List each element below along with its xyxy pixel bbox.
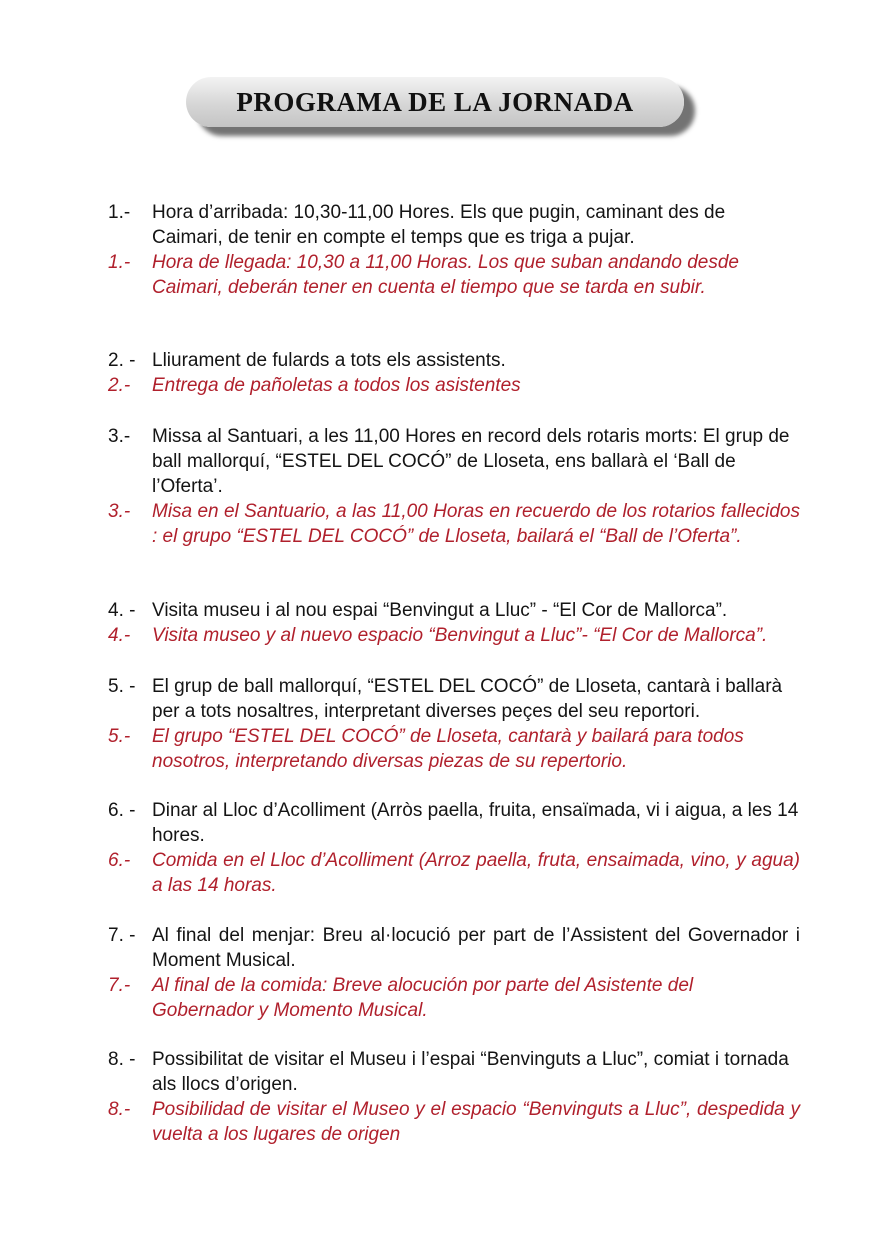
item-number: 5.-	[108, 726, 131, 747]
item-number: 8.-	[108, 1099, 131, 1120]
program-item-6	[108, 798, 800, 898]
item-number: 3.-	[108, 426, 131, 447]
page-title: PROGRAMA DE LA JORNADA	[236, 86, 634, 117]
item-text: Hora de llegada: 10,30 a 11,00 Horas. Los que suban andando desde Caimari, deberán tener en cuenta el tiempo que se tarda en subir.	[152, 252, 739, 298]
item-spanish	[108, 973, 800, 1023]
item-catalan	[108, 674, 800, 724]
program-item-4	[108, 598, 800, 648]
item-text: El grupo “ESTEL DEL COCÓ” de Lloseta, cantarà y bailará para todos nosotros, interpretando diversas piezas de su repertorio.	[152, 726, 744, 772]
program-item-8	[108, 1047, 800, 1147]
item-text: Al final de la comida: Breve alocución por parte del Asistente del Gobernador y Momento Musical.	[152, 975, 694, 1021]
item-number: 1.-	[108, 252, 131, 273]
item-text: Entrega de pañoletas a todos los asistentes	[152, 375, 521, 396]
title-banner	[186, 77, 684, 127]
item-spanish	[108, 373, 800, 398]
item-text: Visita museu i al nou espai “Benvingut a Lluc” - “El Cor de Mallorca”.	[152, 600, 728, 621]
item-catalan	[108, 348, 800, 373]
item-text: Comida en el Lloc d’Acolliment (Arroz paella, fruta, ensaimada, vino, y agua) a las 14 horas.	[152, 850, 800, 896]
item-spanish	[108, 848, 800, 898]
item-number: 8. -	[108, 1049, 136, 1070]
item-text: Al final del menjar: Breu al·locució per part de l’Assistent del Governador i Moment Musical.	[152, 925, 800, 971]
item-spanish	[108, 250, 800, 300]
item-text: Misa en el Santuario, a las 11,00 Horas en recuerdo de los rotarios fallecidos : el grupo “ESTEL DEL COCÓ” de Lloseta, bailará el “Ball de l’Oferta”.	[152, 501, 800, 547]
item-text: Posibilidad de visitar el Museo y el espacio “Benvinguts a Lluc”, despedida y vuelta a los lugares de origen	[152, 1099, 800, 1145]
item-number: 2. -	[108, 350, 136, 371]
item-catalan	[108, 598, 800, 623]
item-text: Possibilitat de visitar el Museu i l’espai “Benvinguts a Lluc”, comiat i tornada als llocs d’origen.	[152, 1049, 789, 1095]
item-catalan	[108, 923, 800, 973]
item-number: 5. -	[108, 676, 136, 697]
item-spanish	[108, 623, 800, 648]
program-item-5	[108, 674, 800, 774]
item-text: Missa al Santuari, a les 11,00 Hores en record dels rotaris morts: El grup de ball mallorquí, “ESTEL DEL COCÓ” de Lloseta, ens ballarà el ‘Ball de l’Oferta’.	[152, 426, 790, 497]
item-number: 1.-	[108, 202, 131, 223]
item-text: El grup de ball mallorquí, “ESTEL DEL COCÓ” de Lloseta, cantarà i ballarà per a tots nosaltres, interpretant diverses peçes del seu reportori.	[152, 676, 783, 722]
item-number: 2.-	[108, 375, 131, 396]
item-number: 4.-	[108, 625, 131, 646]
item-number: 7.-	[108, 975, 131, 996]
program-item-1	[108, 200, 800, 300]
program-item-7	[108, 923, 800, 1023]
item-text: Dinar al Lloc d’Acolliment (Arròs paella, fruita, ensaïmada, vi i aigua, a les 14 hores.	[152, 800, 799, 846]
item-spanish	[108, 499, 800, 549]
item-number: 4. -	[108, 600, 136, 621]
item-catalan	[108, 200, 800, 250]
item-text: Hora d’arribada: 10,30-11,00 Hores. Els que pugin, caminant des de Caimari, de tenir en compte el temps que es triga a pujar.	[152, 202, 726, 248]
program-item-3	[108, 424, 800, 549]
item-number: 6.-	[108, 850, 131, 871]
item-number: 3.-	[108, 501, 131, 522]
item-number: 7. -	[108, 925, 136, 946]
item-catalan	[108, 798, 800, 848]
item-text: Lliurament de fulards a tots els assistents.	[152, 350, 506, 371]
item-spanish	[108, 1097, 800, 1147]
item-spanish	[108, 724, 800, 774]
program-item-2	[108, 348, 800, 398]
item-catalan	[108, 424, 800, 499]
item-number: 6. -	[108, 800, 136, 821]
item-text: Visita museo y al nuevo espacio “Benvingut a Lluc”- “El Cor de Mallorca”.	[152, 625, 768, 646]
item-catalan	[108, 1047, 800, 1097]
